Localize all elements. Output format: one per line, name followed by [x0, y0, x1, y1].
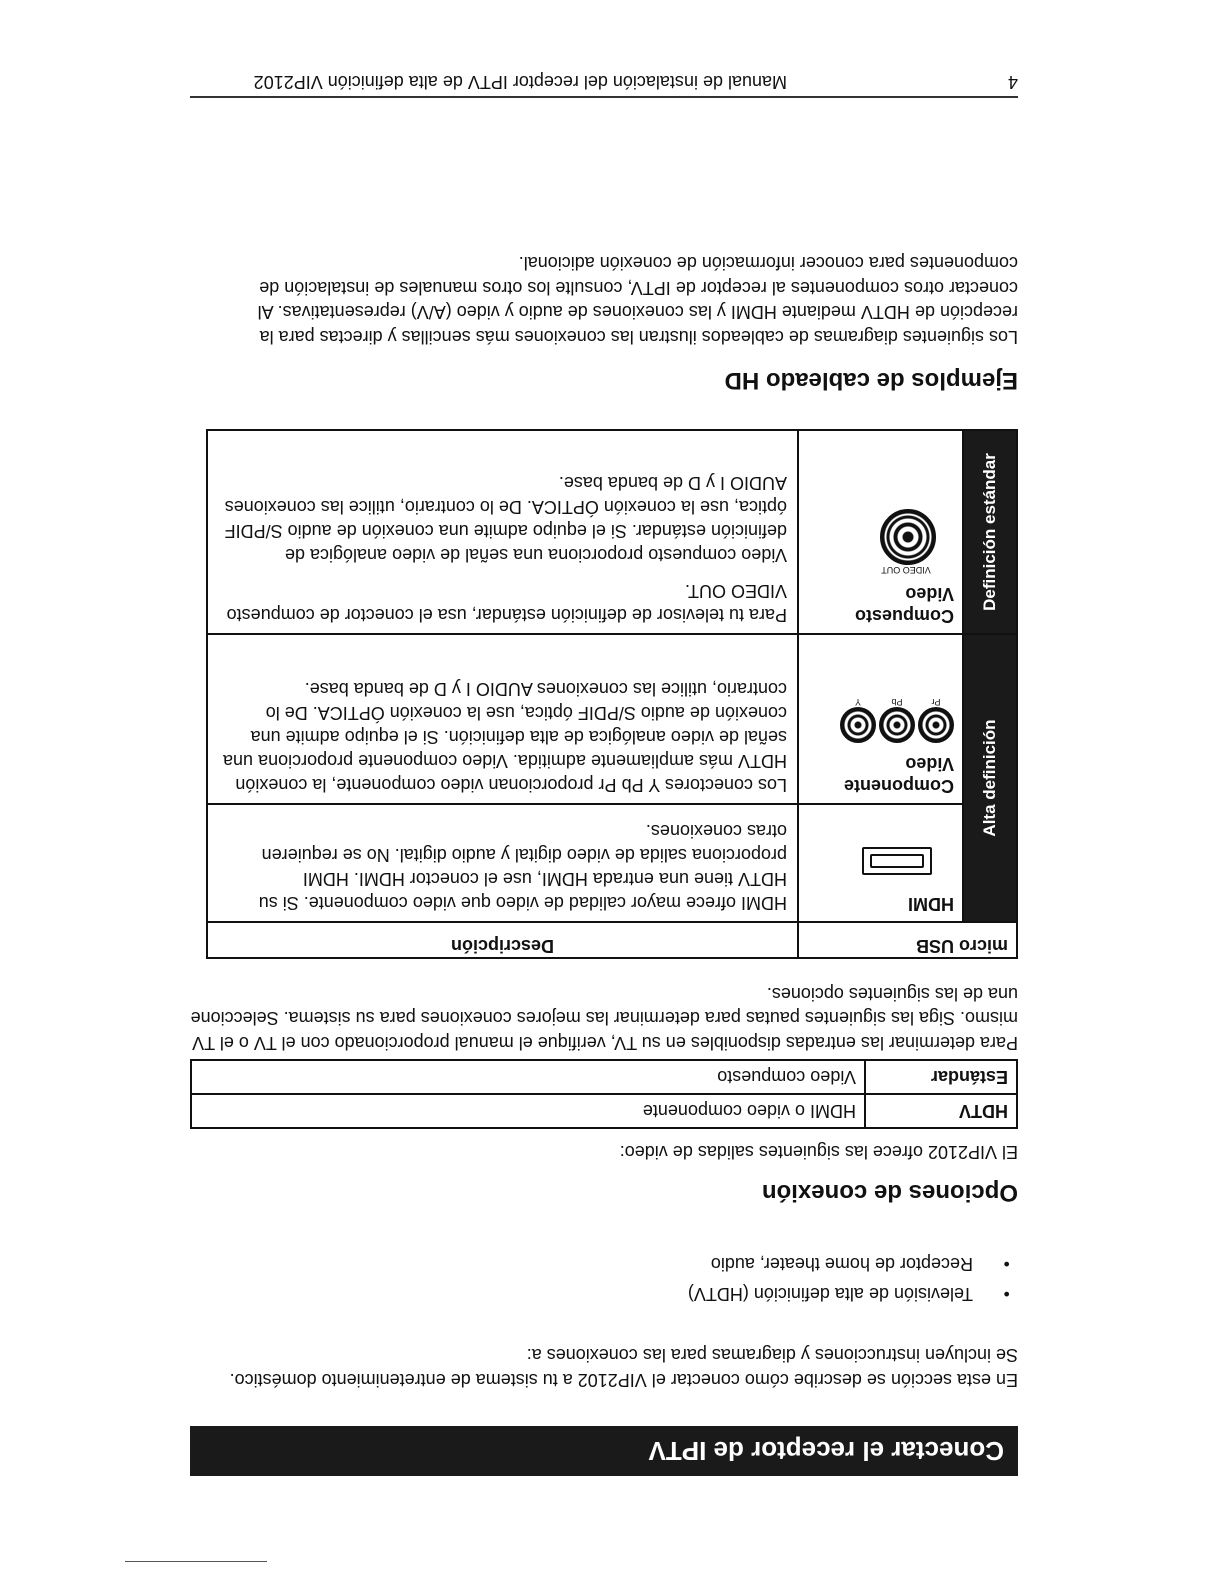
connection-targets-list [688, 1249, 1018, 1309]
heading-cableado: Ejemplos de cableado HD [724, 367, 1018, 394]
page-number: 4 [1007, 72, 1018, 92]
rca-jack-icon [840, 707, 876, 743]
jack-label: Pr [931, 697, 941, 707]
cabling-text: Los siguientes diagramas de cableados ilustran las conexiones más sencillas y directas para la recepción de HDTV mediante HDMI y las conexiones de audio y video (A/V) representativas. Al conectar otros componentes al receptor de IPTV, consulte los otros manuales de instalación de componentes para conocer información de conexión adicional. [257, 253, 1018, 347]
connector-composite [798, 430, 963, 634]
heading-opciones: Opciones de conexión [761, 1179, 1018, 1206]
intro-text [190, 1343, 1018, 1392]
jack [840, 697, 876, 743]
footnote-rule [125, 1561, 267, 1562]
rca-jack-icon [880, 509, 936, 565]
connections-table [206, 429, 1018, 959]
table-row [207, 430, 1017, 634]
table-row [191, 1094, 1017, 1128]
video-outputs-table [190, 1059, 1018, 1129]
description-cell: HDMI ofrece mayor calidad de video que video componente. Si su HDTV tiene una entrada HDMI, use el conector HDMI. HDMI proporciona salida de video digital y audio digital. No se requieren otras conexiones. [207, 804, 798, 922]
row-value: Video compuesto [191, 1060, 865, 1094]
component-jacks [807, 697, 954, 743]
header-connector: micro USB [798, 922, 1017, 958]
connector-name: Compuesto Video [855, 584, 954, 626]
description-cell: Los conectores Y Pb Pr proporcionan video componente, la conexión HDTV más ampliamente admitida. Video componente proporciona una señal de video analógica de alta definición. Si el equipo admite una conexión de audio S/PDIF óptica, use la conexión ÓPTICA. De lo contrario, utilice las conexiones AUDIO I y D de banda base. [207, 634, 798, 804]
hdmi-port-icon [862, 847, 932, 875]
jack-label: VIDEO OUT [881, 565, 931, 575]
description-paragraph: Para tu televisor de definición estándar, usa el conector de compuesto VIDEO OUT. [226, 581, 787, 625]
rca-jack-icon [879, 707, 915, 743]
jack [876, 509, 936, 575]
description-paragraph-2: Video compuesto proporciona una señal de video analógica de definición estándar. Si el equipo admite una conexión de audio S/PDIF óptica, use la conexión ÓPTICA. De lo contrario, utilice las conexiones AUDIO I y D de banda base. [224, 473, 787, 565]
jack-label: Y [855, 697, 862, 707]
row-value: HDMI o video componente [191, 1094, 865, 1128]
connector-hdmi [798, 804, 963, 922]
jack-label: Pb [891, 697, 903, 707]
rca-jack-icon [918, 707, 954, 743]
row-label: HDTV [865, 1094, 1017, 1128]
table-row [191, 1060, 1017, 1094]
running-header: Manual de instalación del receptor IPTV de alta definición VIP2102 [253, 72, 787, 92]
section-title: Conectar el receptor de IPTV [190, 1426, 1018, 1476]
header-description: Descripción [207, 922, 798, 958]
connector-component [798, 634, 963, 804]
guidelines-text: Para determinar las entradas disponibles en su TV, verifique el manual proporcionado con el TV o el TV mismo. Siga las siguientes pautas para determinar las mejores conexiones para su sistema. Seleccione una de las siguientes opciones. [190, 984, 1018, 1053]
intro-paragraph-2: Se incluyen instrucciones y diagramas para las conexiones a: [526, 1345, 1018, 1366]
header-rule [190, 96, 1018, 98]
row-label: Estándar [865, 1060, 1017, 1094]
group-sd-label: Definición estándar [963, 430, 1017, 634]
table-row [207, 804, 1017, 922]
list-item: ● Receptor de home theater, audio [688, 1249, 1018, 1279]
connector-name: HDMI [908, 894, 954, 914]
table-header-row [207, 922, 1017, 958]
jack [918, 697, 954, 743]
jack [879, 697, 915, 743]
table-row [207, 634, 1017, 804]
description-cell [207, 430, 798, 634]
connector-name: Componente Video [844, 754, 954, 796]
list-item: ● Televisión de alta definición (HDTV) [688, 1279, 1018, 1309]
intro-paragraph: En esta sección se describe cómo conectar el VIP2102 a tu sistema de entretenimiento doméstico. [229, 1370, 1018, 1390]
outputs-intro: El VIP2102 ofrece las siguientes salidas de video: [619, 1142, 1018, 1162]
group-hd-label: Alta definición [963, 634, 1017, 922]
